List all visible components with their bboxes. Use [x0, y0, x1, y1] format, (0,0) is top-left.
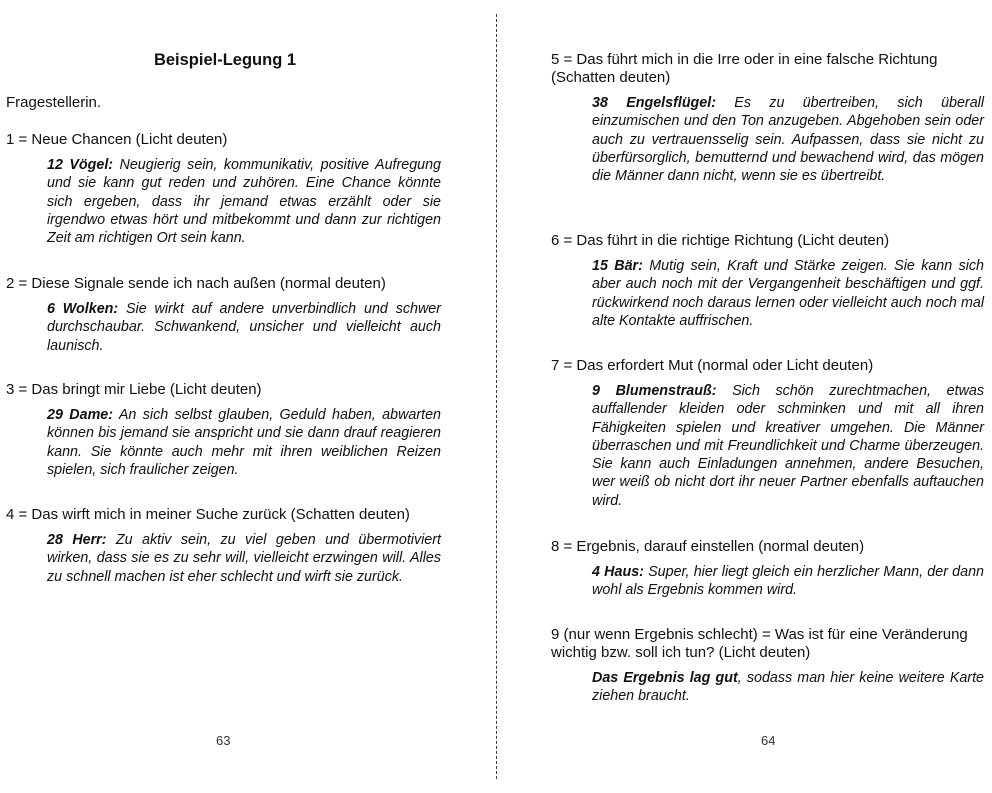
card-text: An sich selbst glauben, Geduld haben, abwarten können bis jemand sie anspricht und sie dann drauf reagieren kann. Sie könnte auch mehr mit ihren weiblichen Reizen spielen, sich fraulicher zeigen.: [47, 407, 441, 478]
list-item: [0, 381, 441, 479]
item-description: [592, 257, 984, 330]
item-heading: 9 (nur wenn Ergebnis schlecht) = Was ist für eine Veränderung wichtig bzw. soll ich tun? (Licht deuten): [551, 626, 968, 661]
card-text: Es zu übertreiben, sich überall einzumischen und den Ton anzugeben. Abgehoben sein oder auch zu vertrauensselig sein. Aufpassen, dass sie nicht zu überfürsorglich, bemutternd und bewachend wird, das mögen die Männer dann nicht, wenn sie es übertreibt.: [592, 95, 984, 185]
item-description: [592, 382, 984, 510]
item-heading: 7 = Das erfordert Mut (normal oder Licht deuten): [551, 357, 874, 374]
item-description: [47, 300, 441, 355]
list-item: [0, 506, 441, 586]
card-text: Super, hier liegt gleich ein herzlicher Mann, der dann wohl als Ergebnis kommen wird.: [592, 564, 984, 599]
card-name: 6 Wolken:: [47, 301, 119, 317]
item-description: [47, 406, 441, 479]
card-name: Das Ergebnis lag gut: [592, 670, 738, 686]
card-name: 15 Bär:: [592, 258, 643, 274]
item-heading: 5 = Das führt mich in die Irre oder in eine falsche Richtung (Schatten deuten): [551, 51, 938, 86]
list-item: [497, 232, 991, 330]
card-name: 9 Blumenstrauß:: [592, 383, 717, 399]
item-description: [592, 669, 984, 706]
list-item: [497, 51, 991, 185]
intro: [0, 94, 101, 112]
card-text: Sich schön zurechtmachen, etwas auffallender kleiden oder schminken und mit all ihren Fähigkeiten spielen und kreativer umgehen. Die Männer überraschen und mit Freundlichkeit und Charme überzeugen. Sie kann auch Einladungen annehmen, andere Besuchen, wer weiß ob nicht dort ihr neuer Partner ebenfalls auftauchen wird.: [592, 383, 984, 509]
list-item: [497, 357, 991, 510]
item-description: [47, 156, 441, 247]
item-description: [47, 531, 441, 586]
item-heading: 2 = Diese Signale sende ich nach außen (normal deuten): [6, 275, 386, 292]
card-text: Neugierig sein, kommunikativ, positive Aufregung und sie kann gut reden und zuhören. Eine Chance könnte sich ergeben, dass ihr jemand etwas erzählt oder sie irgendwo etwas hört und mitbekommt und dann zur richtigen Zeit am richtigen Ort sein kann.: [47, 157, 442, 247]
page-number: 63: [216, 733, 231, 748]
list-item: [497, 538, 991, 600]
item-description: [592, 94, 984, 185]
list-item: [0, 275, 441, 355]
card-text: Mutig sein, Kraft und Stärke zeigen. Sie kann sich aber auch noch mit der Vergangenheit beschäftigen und ggf. rückwirkend noch daraus lernen oder vielleicht auch noch mal alte Kontakte auffrischen.: [592, 258, 984, 329]
card-name: 28 Herr:: [47, 532, 107, 548]
item-heading: 4 = Das wirft mich in meiner Suche zurück (Schatten deuten): [6, 506, 410, 523]
card-name: 29 Dame:: [47, 407, 113, 423]
card-name: 38 Engelsflügel:: [592, 95, 716, 111]
page-number: 64: [761, 733, 776, 748]
card-text: , sodass man hier keine weitere Karte ziehen braucht.: [592, 670, 984, 705]
card-text: Sie wirkt auf andere unverbindlich und schwer durchschaubar. Schwankend, unsicher und vielleicht auch launisch.: [47, 301, 441, 354]
intro-text: Fragestellerin.: [6, 94, 102, 111]
item-heading: 6 = Das führt in die richtige Richtung (Licht deuten): [551, 232, 890, 249]
item-heading: 3 = Das bringt mir Liebe (Licht deuten): [6, 381, 262, 398]
list-item: [497, 626, 991, 706]
right-page: [497, 0, 992, 793]
item-description: [592, 563, 984, 600]
page-title: Beispiel-Legung 1: [153, 51, 297, 69]
card-name: 12 Vögel:: [47, 157, 114, 173]
card-name: 4 Haus:: [592, 564, 644, 580]
card-text: Zu aktiv sein, zu viel geben und übermotiviert wirken, dass sie es zu sehr will, vielleicht erzwingen will. Alles zu schnell machen ist eher schlecht und wirft sie zurück.: [47, 532, 441, 585]
item-heading: 1 = Neue Chancen (Licht deuten): [6, 131, 228, 148]
item-heading: 8 = Ergebnis, darauf einstellen (normal deuten): [551, 538, 865, 555]
list-item: [0, 131, 441, 247]
